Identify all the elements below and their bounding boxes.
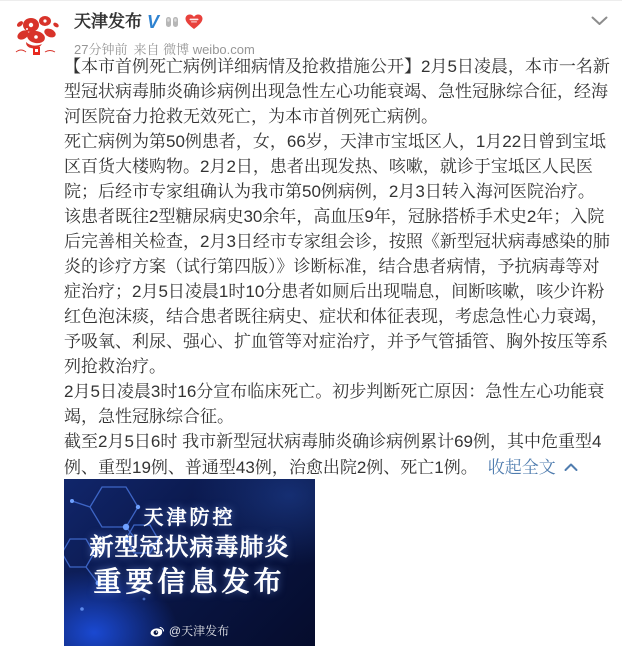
card-title-line2: 新型冠状病毒肺炎 [89,534,290,561]
source: 来自 微博 weibo.com [133,42,255,57]
watermark [64,622,315,639]
post-paragraph: 【本市首例死亡病例详细病情及抢救措施公开】2月5日凌晨，本市一名新型冠状病毒肺炎确诊病例出现急性左心功能衰竭、急性冠脉综合征，经海河医院奋力抢救无效死亡，为本市首例死亡病例。 [64,57,610,126]
weibo-logo-icon [150,625,165,637]
card-title-block [64,505,315,601]
post-paragraph-last [64,429,613,480]
card-title-line3: 重要信息发布 [93,566,286,597]
watermark-text: @天津发布 [168,624,230,638]
verified-badge-icon: V [147,12,160,32]
avatar[interactable] [12,9,62,59]
chevron-down-icon[interactable] [591,13,608,31]
timestamp: 27分钟前 [74,42,128,57]
post-text [64,54,613,480]
post-paragraph: 该患者既往2型糖尿病史30余年，高血压9年，冠脉搭桥手术史2年；入院后完善相关检查，2月3日经市专家组会诊，按照《新型冠状病毒感染的肺炎的诊疗方案（试行第四版）》诊断标准，结合患者病情，予抗病毒等对症治疗；2月5日凌晨1时10分患者如厕后出现喘息，间断咳嗽，咳少许粉红色泡沫痰，结合患者既往病史、症状和体征表现，考虑急性心力衰竭，予吸氧、利尿、强心、扩血管等对症治疗，并予气管插管、胸外按压等系列抢救治疗。 [64,207,610,376]
papercut-artwork-icon [12,9,62,59]
post-paragraph: 死亡病例为第50例患者，女，66岁，天津市宝坻区人，1月22日曾到宝坻区百货大楼购物。2月2日，患者出现发热、咳嗽，就诊于宝坻区人民医院；后经市专家组确认为我市第50例病例，2月3日转入海河医院治疗。 [64,132,607,201]
collapse-full-text-link[interactable]: 收起全文 [487,458,556,477]
user-name-row [74,10,203,34]
username[interactable]: 天津发布 [74,12,142,31]
member-badge-icon [164,14,180,30]
heart-badge-icon [185,14,203,30]
chevron-up-icon[interactable] [564,457,578,476]
post-image[interactable] [64,479,315,646]
card-title-line1: 天津防控 [143,507,236,529]
post-paragraph: 2月5日凌晨3时16分宣布临床死亡。初步判断死亡原因：急性左心功能衰竭，急性冠脉综合征。 [64,382,605,426]
post-paragraph-text: 截至2月5日6时 我市新型冠状病毒肺炎确诊病例累计69例，其中危重型4例、重型19例、普通型43例，治愈出院2例、死亡1例。 [64,432,602,477]
